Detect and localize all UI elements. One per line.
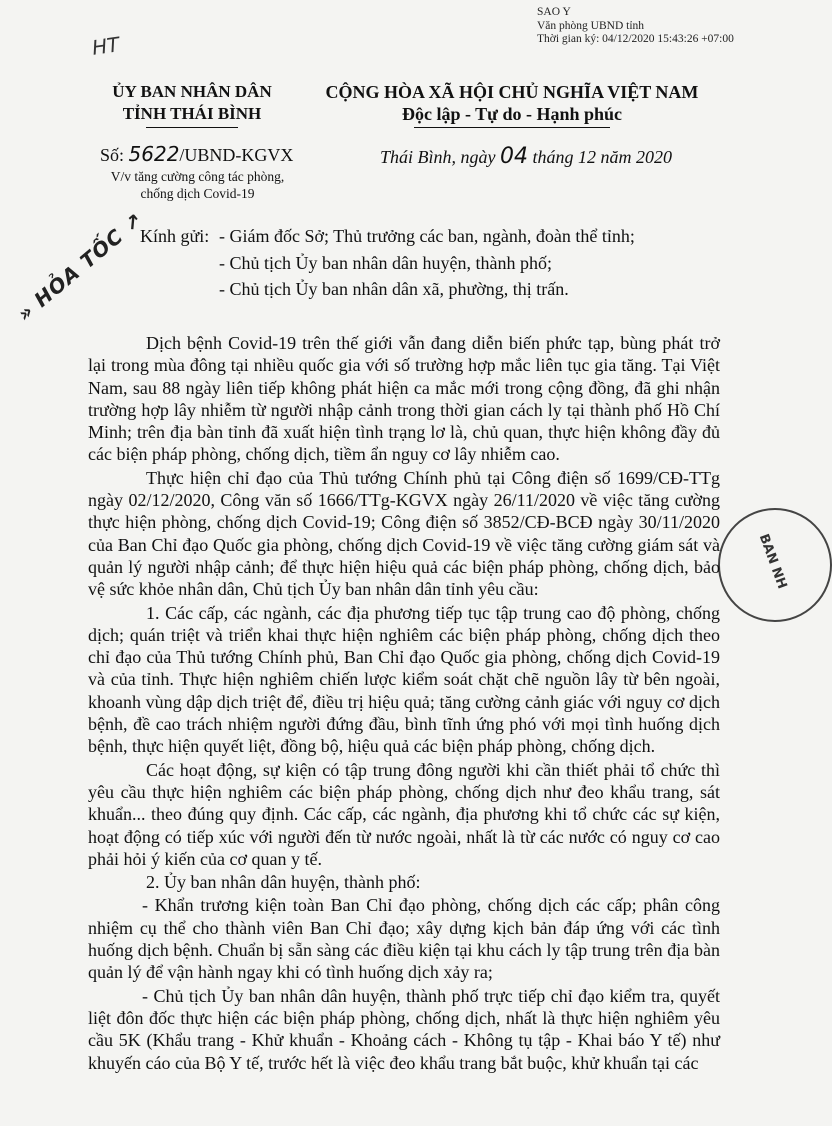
- recipient-list: [219, 223, 635, 303]
- motto-underline: [414, 127, 610, 128]
- national-header: [312, 81, 712, 128]
- doc-number-prefix: Số:: [100, 145, 125, 165]
- nation-title: CỘNG HÒA XÃ HỘI CHỦ NGHĨA VIỆT NAM: [325, 82, 699, 102]
- doc-number-handwritten: 5622: [128, 142, 180, 166]
- place-date-after: tháng 12 năm 2020: [532, 147, 672, 167]
- issuer-underline: [146, 127, 238, 128]
- document-subject: V/v tăng cường công tác phòng, chống dịch Covid-19: [110, 169, 285, 201]
- kinh-gui-label: Kính gửi:: [140, 226, 210, 246]
- place-date-before: Thái Bình, ngày: [380, 147, 496, 167]
- sao-y-signature-block: [537, 6, 734, 47]
- issuer-line1: ỦY BAN NHÂN DÂN: [112, 82, 272, 101]
- document-body: [88, 332, 720, 1074]
- place-date: [380, 144, 672, 169]
- body-paragraph: Các hoạt động, sự kiện có tập trung đông người khi cần thiết phải tổ chức thì yêu cầu thực hiện nghiêm các biện pháp phòng, chống dịch như đeo khẩu trang, sát khuẩn... theo đúng quy định. Các cấp, các ngành, địa phương khi tổ chức các sự kiện, hoạt động có tiếp xúc với người đến từ nước ngoài, nhất là từ các nước có nguy cơ cao phải hỏi ý kiến của cơ quan y tế.: [88, 759, 720, 869]
- body-paragraph: - Chủ tịch Ủy ban nhân dân huyện, thành phố trực tiếp chỉ đạo kiểm tra, quyết liệt đôn đốc thực hiện các biện pháp phòng, chống dịch, nhất là thực hiện nghiêm yêu cầu 5K (Khẩu trang - Khử khuẩn - Khoảng cách - Không tụ tập - Khai báo Y tế) như khuyến cáo của Bộ Y tế, trước hết là việc đeo khẩu trang bắt buộc, khử khuẩn tại các: [88, 985, 720, 1073]
- stamp-hoa-toc: [13, 207, 148, 326]
- sao-y-office: Văn phòng UBND tỉnh: [537, 19, 645, 32]
- document-number: [100, 142, 293, 166]
- issuer-header: [96, 81, 288, 128]
- nation-motto: Độc lập - Tự do - Hạnh phúc: [401, 104, 623, 124]
- stamp-arrows-icon: »: [12, 298, 39, 326]
- seal-stamp-text: BAN NH: [755, 532, 790, 591]
- body-paragraph: 2. Ủy ban nhân dân huyện, thành phố:: [146, 872, 421, 893]
- stamp-hoa-toc-text: HỎA TỐC: [29, 223, 128, 312]
- handwritten-initials: HT: [90, 32, 121, 60]
- recipient-item: - Chủ tịch Ủy ban nhân dân huyện, thành phố;: [219, 252, 552, 273]
- seal-stamp: [718, 508, 832, 622]
- stamp-arrow-icon: ↗: [118, 207, 148, 238]
- recipient-item: - Chủ tịch Ủy ban nhân dân xã, phường, thị trấn.: [219, 279, 569, 299]
- body-paragraph: - Khẩn trương kiện toàn Ban Chỉ đạo phòng, chống dịch các cấp; phân công nhiệm cụ thể cho thành viên Ban Chỉ đạo; xây dựng kịch bản đáp ứng với các tình huống dịch bệnh. Chuẩn bị sẵn sàng các điều kiện tại khu cách ly tập trung trên địa bàn quản lý để vận hành ngay khi có tình huống dịch xảy ra;: [88, 895, 720, 983]
- body-paragraph: Dịch bệnh Covid-19 trên thế giới vẫn đang diễn biến phức tạp, bùng phát trở lại trong mùa đông tại nhiều quốc gia với số trường hợp mắc liên tục gia tăng. Tại Việt Nam, sau 88 ngày liên tiếp không phát hiện ca mắc mới trong cộng đồng, đã ghi nhận trường hợp lây nhiễm từ người nhập cảnh trong thời gian cách ly tại thành phố Hồ Chí Minh; trên địa bàn tỉnh đã xuất hiện tình trạng lơ là, chủ quan, thực hiện không đầy đủ các biện pháp phòng, chống dịch, tiềm ẩn nguy cơ lây nhiễm cao.: [88, 333, 720, 465]
- doc-number-suffix: /UBND-KGVX: [179, 145, 294, 165]
- recipient-item: - Giám đốc Sở; Thủ trưởng các ban, ngành, đoàn thể tỉnh;: [219, 226, 635, 246]
- sao-y-signed-time: Thời gian ký: 04/12/2020 15:43:26 +07:00: [537, 33, 734, 45]
- body-paragraph: Thực hiện chỉ đạo của Thủ tướng Chính phủ tại Công điện số 1699/CĐ-TTg ngày 02/12/2020, Công văn số 1666/TTg-KGVX ngày 26/11/2020 về việc tăng cường thực hiện phòng, chống dịch Covid-19; Công điện số 3852/CĐ-BCĐ ngày 30/11/2020 của Ban Chỉ đạo Quốc gia phòng, chống dịch Covid-19 về việc tăng cường giám sát và quản lý người nhập cảnh; để thực hiện hiệu quả các biện pháp phòng, chống dịch, bảo vệ sức khỏe nhân dân, Chủ tịch Ủy ban nhân dân tỉnh yêu cầu:: [88, 467, 720, 600]
- place-date-day: 04: [500, 144, 528, 169]
- issuer-line2: TỈNH THÁI BÌNH: [122, 104, 262, 123]
- sao-y-title: SAO Y: [537, 6, 571, 18]
- body-paragraph: 1. Các cấp, các ngành, các địa phương tiếp tục tập trung cao độ phòng, chống dịch; quán triệt và triển khai thực hiện nghiêm các biện pháp phòng, chống dịch theo chỉ đạo của Thủ tướng Chính phủ, Ban Chỉ đạo Quốc gia phòng, chống dịch Covid-19 và của tỉnh. Thực hiện nghiêm chiến lược kiểm soát chặt chẽ nguồn lây từ bên ngoài, khoanh vùng dập dịch triệt để, điều trị hiệu quả; tăng cường cảnh giác với nguy cơ dịch bệnh, đề cao trách nhiệm người đứng đầu, bình tĩnh ứng phó với mọi tình huống dịch bệnh, thực hiện quyết liệt, đồng bộ, hiệu quả các biện pháp phòng, chống dịch.: [88, 602, 720, 757]
